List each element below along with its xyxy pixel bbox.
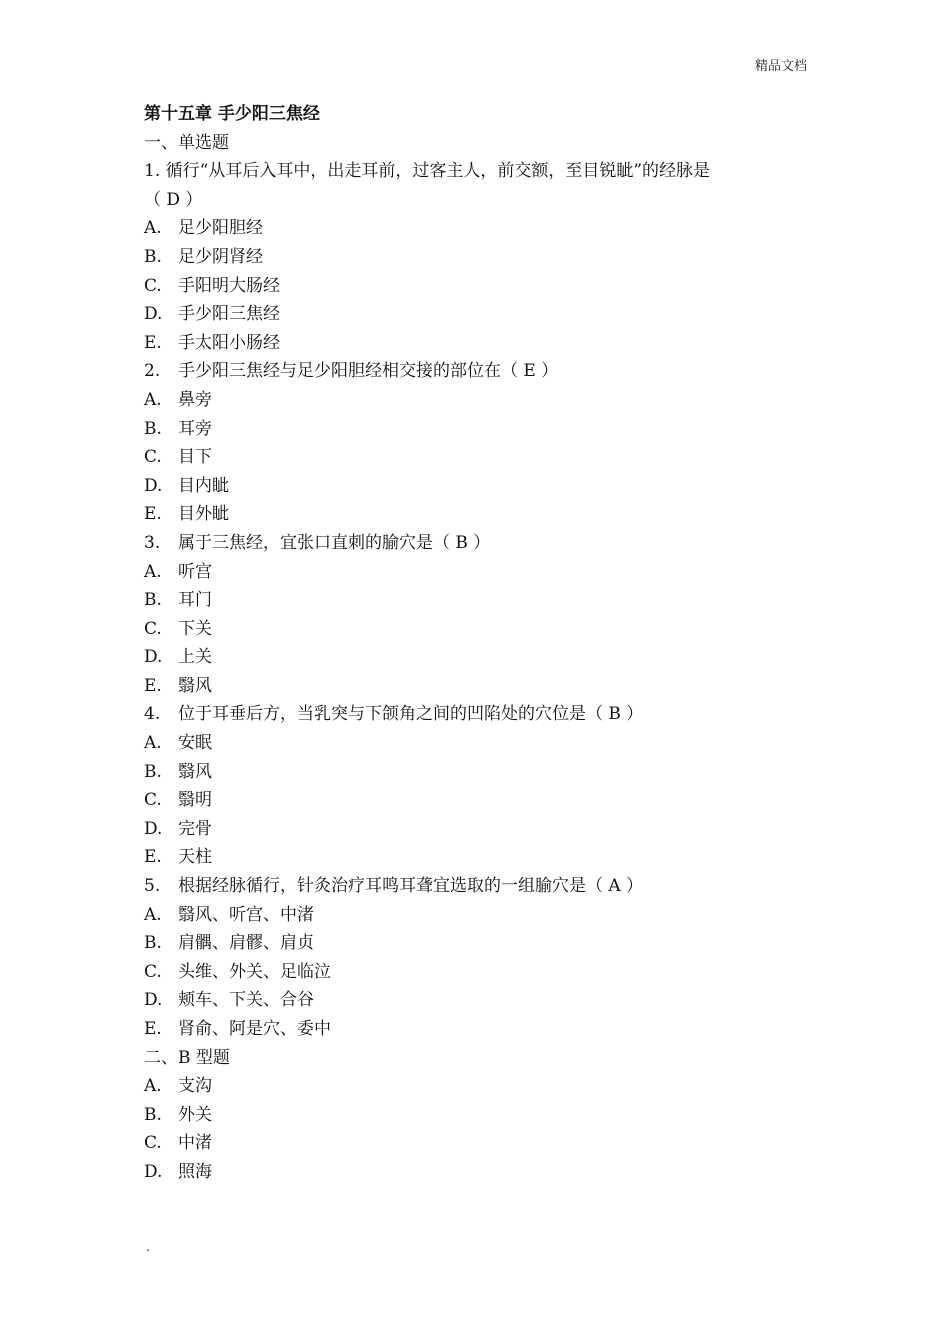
- option-letter: B.: [144, 761, 162, 782]
- q3-option-e: [144, 672, 809, 701]
- q3-option-c: [144, 615, 809, 644]
- option-letter: C.: [144, 1133, 162, 1154]
- option-text: 鼻旁: [178, 389, 212, 410]
- option-letter: D.: [144, 1161, 163, 1182]
- option-text: 肾俞、阿是穴、委中: [178, 1019, 331, 1039]
- q5-option-d: [144, 986, 809, 1015]
- option-letter: C.: [144, 618, 162, 639]
- option-text: 颊车、下关、合谷: [178, 990, 314, 1011]
- option-text: 翳风: [178, 675, 212, 696]
- q5-option-b: [144, 929, 809, 958]
- q1-option-a: [144, 214, 809, 243]
- option-letter: B.: [144, 418, 162, 439]
- question-3: [144, 529, 809, 558]
- question-3-text: 属于三焦经，宜张口直刺的腧穴是（ B ）: [178, 532, 491, 553]
- option-text: 耳旁: [178, 418, 212, 439]
- q2-option-d: [144, 472, 809, 501]
- section-heading-single-choice: 一、单选题: [144, 132, 229, 153]
- option-text: 下关: [178, 618, 212, 639]
- option-text: 支沟: [178, 1076, 212, 1097]
- option-text: 手阳明大肠经: [178, 275, 280, 296]
- option-text: 听宫: [178, 561, 212, 582]
- q4-option-e: [144, 843, 809, 872]
- question-number: 3.: [144, 532, 161, 553]
- q3-option-d: [144, 643, 809, 672]
- b-option-a: [144, 1072, 809, 1101]
- option-text: 手太阳小肠经: [178, 332, 280, 353]
- q4-option-c: [144, 786, 809, 815]
- q5-option-e: [144, 1015, 809, 1044]
- option-text: 翳风、听宫、中渚: [178, 904, 314, 925]
- option-text: 翳明: [178, 790, 212, 811]
- option-text: 目下: [178, 447, 212, 468]
- b-option-b: [144, 1101, 809, 1130]
- question-4: [144, 700, 809, 729]
- header-note: 精品文档: [754, 59, 807, 74]
- option-text: 上关: [178, 647, 212, 668]
- option-letter: B.: [144, 1104, 162, 1125]
- q2-option-b: [144, 415, 809, 444]
- question-4-text: 位于耳垂后方，当乳突与下颌角之间的凹陷处的穴位是（ B ）: [178, 704, 644, 725]
- option-text: 外关: [178, 1104, 212, 1125]
- q4-option-a: [144, 729, 809, 758]
- option-letter: A.: [144, 904, 162, 925]
- option-letter: D.: [144, 475, 163, 496]
- option-letter: D.: [144, 304, 163, 325]
- option-letter: A.: [144, 218, 162, 239]
- option-text: 肩髃、肩髎、肩贞: [178, 933, 314, 954]
- option-letter: D.: [144, 647, 163, 668]
- option-letter: C.: [144, 961, 162, 982]
- option-letter: C.: [144, 447, 162, 468]
- option-letter: C.: [144, 790, 162, 811]
- q4-option-d: [144, 815, 809, 844]
- q3-option-a: [144, 558, 809, 587]
- section-heading-b-type: 二、B 型题: [144, 1047, 230, 1068]
- option-text: 安眠: [178, 733, 212, 754]
- option-letter: A.: [144, 389, 162, 410]
- question-5: [144, 872, 809, 901]
- option-text: 天柱: [178, 847, 212, 868]
- option-text: 中渚: [178, 1133, 212, 1154]
- option-text: 耳门: [178, 590, 212, 611]
- q1-option-c: [144, 272, 809, 301]
- option-text: 头维、外关、足临泣: [178, 961, 331, 982]
- option-text: 手少阳三焦经: [178, 304, 280, 325]
- option-letter: A.: [144, 733, 162, 754]
- q1-option-b: [144, 243, 809, 272]
- question-number: 2.: [144, 361, 161, 382]
- option-letter: C.: [144, 275, 162, 296]
- question-2: [144, 357, 809, 386]
- footer-dot: .: [146, 1240, 150, 1254]
- option-letter: B.: [144, 933, 162, 954]
- option-letter: E.: [144, 332, 162, 353]
- q5-option-a: [144, 901, 809, 930]
- question-2-text: 手少阳三焦经与足少阳胆经相交接的部位在（ E ）: [178, 361, 559, 382]
- option-text: 目内眦: [178, 475, 229, 496]
- option-letter: D.: [144, 818, 163, 839]
- option-letter: E.: [144, 504, 162, 525]
- option-text: 目外眦: [178, 504, 229, 525]
- q4-option-b: [144, 758, 809, 787]
- option-letter: B.: [144, 590, 162, 611]
- option-text: 足少阳胆经: [178, 218, 263, 239]
- option-text: 足少阴肾经: [178, 246, 263, 267]
- document-body: [144, 100, 809, 1187]
- option-text: 翳风: [178, 761, 212, 782]
- question-number: 4.: [144, 704, 161, 725]
- q1-option-e: [144, 329, 809, 358]
- question-5-text: 根据经脉循行，针灸治疗耳鸣耳聋宜选取的一组腧穴是（ A ）: [178, 876, 644, 897]
- q5-option-c: [144, 958, 809, 987]
- question-1-text: 1. 循行“从耳后入耳中，出走耳前，过客主人，前交额，至目锐眦”的经脉是: [144, 161, 711, 182]
- q2-option-a: [144, 386, 809, 415]
- q1-option-d: [144, 300, 809, 329]
- option-letter: A.: [144, 561, 162, 582]
- option-letter: B.: [144, 246, 162, 267]
- b-option-c: [144, 1129, 809, 1158]
- q2-option-c: [144, 443, 809, 472]
- b-option-d: [144, 1158, 809, 1187]
- option-letter: E.: [144, 847, 162, 868]
- q2-option-e: [144, 500, 809, 529]
- question-1-answer: （ D ）: [144, 189, 203, 210]
- q3-option-b: [144, 586, 809, 615]
- option-letter: A.: [144, 1076, 162, 1097]
- option-text: 照海: [178, 1161, 212, 1182]
- option-letter: E.: [144, 675, 162, 696]
- option-text: 完骨: [178, 818, 212, 839]
- chapter-title: 第十五章 手少阳三焦经: [144, 104, 320, 124]
- question-number: 5.: [144, 876, 161, 897]
- option-letter: E.: [144, 1019, 162, 1039]
- option-letter: D.: [144, 990, 163, 1011]
